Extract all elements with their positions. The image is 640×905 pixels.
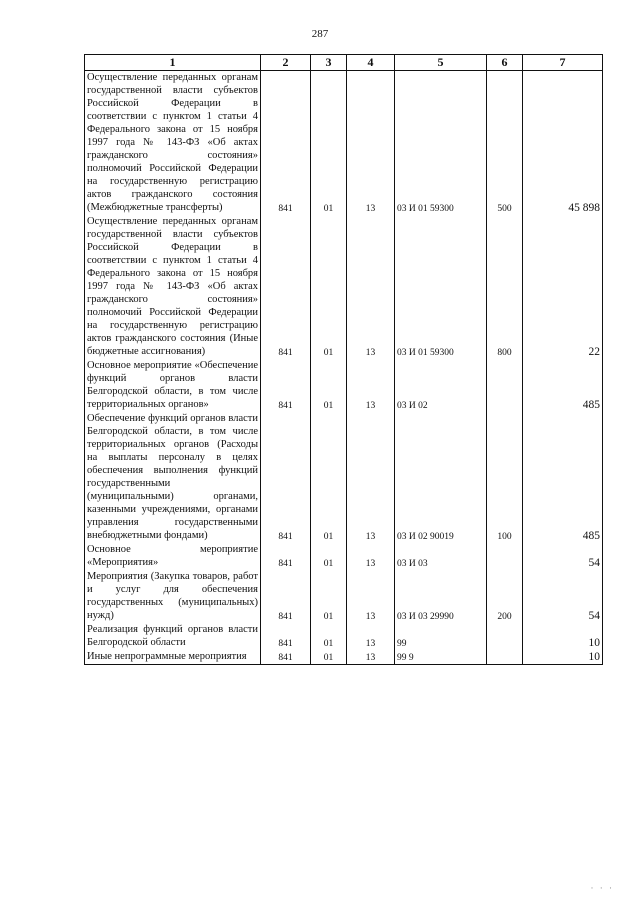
row-pr: 13 <box>347 359 395 412</box>
row-csr: 03 И 02 <box>395 359 487 412</box>
column-header: 4 <box>347 55 395 71</box>
row-sum: 485 <box>523 359 603 412</box>
row-csr: 03 И 03 29990 <box>395 570 487 623</box>
row-vr <box>487 623 523 650</box>
header-row <box>85 55 603 71</box>
column-header: 2 <box>261 55 311 71</box>
column-header: 1 <box>85 55 261 71</box>
row-gr: 841 <box>261 650 311 665</box>
column-header: 6 <box>487 55 523 71</box>
row-csr: 03 И 02 90019 <box>395 412 487 543</box>
column-header: 5 <box>395 55 487 71</box>
row-gr: 841 <box>261 359 311 412</box>
row-sum: 10 <box>523 623 603 650</box>
row-rz: 01 <box>311 359 347 412</box>
row-gr: 841 <box>261 623 311 650</box>
row-csr: 99 <box>395 623 487 650</box>
row-sum: 10 <box>523 650 603 665</box>
row-vr: 800 <box>487 215 523 359</box>
row-csr: 99 9 <box>395 650 487 665</box>
row-sum: 22 <box>523 215 603 359</box>
row-gr: 841 <box>261 543 311 570</box>
row-name: Иные непрограммные мероприятия <box>85 650 261 665</box>
row-vr: 500 <box>487 71 523 216</box>
table-row <box>85 570 603 623</box>
row-rz: 01 <box>311 543 347 570</box>
row-rz: 01 <box>311 623 347 650</box>
row-sum: 45 898 <box>523 71 603 216</box>
row-name: Реализация функций органов власти Белгородской области <box>85 623 261 650</box>
row-rz: 01 <box>311 215 347 359</box>
row-vr: 100 <box>487 412 523 543</box>
row-sum: 54 <box>523 543 603 570</box>
table-row <box>85 71 603 216</box>
row-vr: 200 <box>487 570 523 623</box>
row-sum: 54 <box>523 570 603 623</box>
column-header: 7 <box>523 55 603 71</box>
table-row <box>85 650 603 665</box>
row-pr: 13 <box>347 215 395 359</box>
row-name: Основное мероприятие «Мероприятия» <box>85 543 261 570</box>
row-pr: 13 <box>347 650 395 665</box>
row-rz: 01 <box>311 650 347 665</box>
budget-table <box>84 54 603 665</box>
row-gr: 841 <box>261 412 311 543</box>
row-vr <box>487 543 523 570</box>
table-row <box>85 215 603 359</box>
row-gr: 841 <box>261 215 311 359</box>
row-vr <box>487 359 523 412</box>
row-csr: 03 И 01 59300 <box>395 71 487 216</box>
row-csr: 03 И 01 59300 <box>395 215 487 359</box>
row-gr: 841 <box>261 71 311 216</box>
row-name: Мероприятия (Закупка товаров, работ и услуг для обеспечения государственных (муниципальных) нужд) <box>85 570 261 623</box>
row-pr: 13 <box>347 570 395 623</box>
row-vr <box>487 650 523 665</box>
row-name: Осуществление переданных органам государственной власти субъектов Российской Федерации в соответствии с пунктом 1 статьи 4 Федерального закона от 15 ноября 1997 года № 143-ФЗ «Об актах гражданского состояния» полномочий Российской Федерации на государственную регистрацию актов гражданского состояния (Иные бюджетные ассигнования) <box>85 215 261 359</box>
table-row <box>85 412 603 543</box>
page-number: 287 <box>311 28 329 40</box>
row-name: Осуществление переданных органам государственной власти субъектов Российской Федерации в соответствии с пунктом 1 статьи 4 Федерального закона от 15 ноября 1997 года № 143-ФЗ «Об актах гражданского состояния» полномочий Российской Федерации на государственную регистрацию актов гражданского состояния (Межбюджетные трансферты) <box>85 71 261 216</box>
table-row <box>85 359 603 412</box>
row-sum: 485 <box>523 412 603 543</box>
row-name: Основное мероприятие «Обеспечение функций органов власти Белгородской области, в том числе территориальных органов» <box>85 359 261 412</box>
row-pr: 13 <box>347 412 395 543</box>
row-rz: 01 <box>311 570 347 623</box>
scan-mark: · · · <box>590 883 614 893</box>
row-csr: 03 И 03 <box>395 543 487 570</box>
row-name: Обеспечение функций органов власти Белгородской области, в том числе территориальных органов (Расходы на выплаты персоналу в целях обеспечения выполнения функций государственными (муниципальными) органами, казенными учреждениями, органами управления государственными внебюджетными фондами) <box>85 412 261 543</box>
row-rz: 01 <box>311 412 347 543</box>
row-rz: 01 <box>311 71 347 216</box>
row-pr: 13 <box>347 543 395 570</box>
table-row <box>85 543 603 570</box>
column-header: 3 <box>311 55 347 71</box>
row-gr: 841 <box>261 570 311 623</box>
table-row <box>85 623 603 650</box>
row-pr: 13 <box>347 623 395 650</box>
row-pr: 13 <box>347 71 395 216</box>
